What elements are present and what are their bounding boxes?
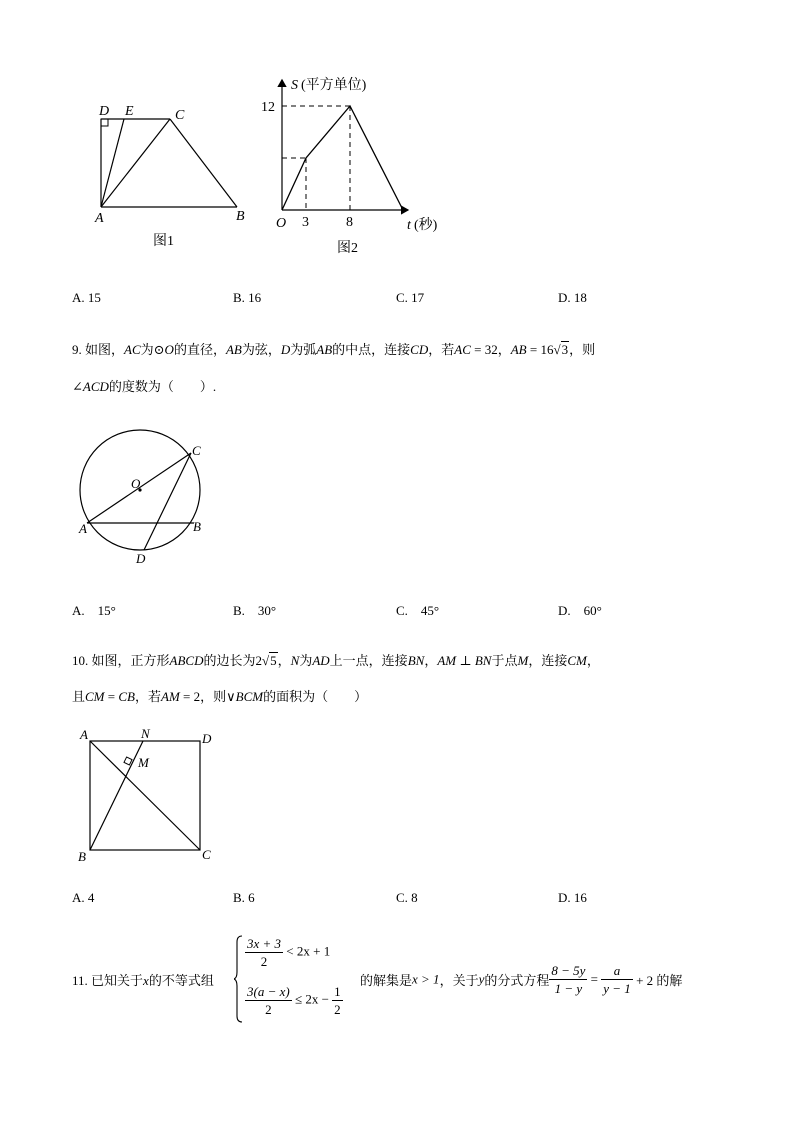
q10-line-1: 10. 如图，正方形ABCD的边长为2√5，N为AD上一点，连接BN，AM ⊥ BN于点M，连接CM， <box>72 653 600 668</box>
q9-label-B: B <box>193 519 201 534</box>
figure-2-caption: 图2 <box>337 241 358 256</box>
q9-line-2 <box>72 376 216 395</box>
q9-t6: 为弦， <box>241 342 281 357</box>
q9-t10: 的中点，连接 <box>332 342 411 357</box>
ineq1-num: 3x + 3 <box>247 936 282 951</box>
q10-p12: ， <box>424 653 438 668</box>
inequality-1 <box>245 935 330 970</box>
q10-sqrt5: 5 <box>270 653 277 668</box>
q10-label-C: C <box>202 847 211 862</box>
q8-option-c[interactable]: C. 17 <box>396 290 425 305</box>
q10-option-c[interactable]: C. 8 <box>396 890 418 905</box>
eq-f1-num: 8 − 5y <box>551 963 586 978</box>
half-num: 1 <box>334 984 341 999</box>
q10-r2: CM <box>85 689 105 704</box>
tick-8: 8 <box>346 215 353 230</box>
q10-p1: 10. 如图，正方形 <box>72 653 170 668</box>
ineq1-fraction <box>245 935 283 970</box>
q9-t11: CD <box>410 342 429 357</box>
q10-p19: CM <box>567 653 587 668</box>
tick-3: 3 <box>302 215 309 230</box>
q10-p13: AM <box>437 653 457 668</box>
q9-t3: O <box>164 342 174 357</box>
figure-1 <box>90 100 260 250</box>
q9-label-C: C <box>192 443 201 458</box>
q11-var-x: x <box>143 973 149 988</box>
right-angle-mark-M <box>124 757 132 765</box>
label-B: B <box>236 209 245 224</box>
eq-f2-den: y − 1 <box>603 981 631 996</box>
q9-option-a[interactable]: A. 15° <box>72 603 116 618</box>
ineq2-den: 2 <box>265 1002 272 1017</box>
q9-label-A: A <box>79 521 87 536</box>
q9-t16: = 16 <box>526 342 554 357</box>
segment-CD <box>144 453 191 550</box>
q9-t4: 的直径， <box>173 342 226 357</box>
q9-label-D: D <box>136 551 146 566</box>
q10-option-d[interactable]: D. 16 <box>558 890 587 905</box>
segment-AC <box>101 119 170 207</box>
x-axis-unit: (秒) <box>414 218 438 233</box>
label-E: E <box>125 104 134 119</box>
q10-r10: 的面积为（ ） <box>263 689 368 704</box>
q8-option-a[interactable]: A. 15 <box>72 290 101 305</box>
tick-12: 12 <box>261 100 275 115</box>
q9-label-O: O <box>131 476 141 491</box>
origin-label: O <box>276 216 287 231</box>
q10-label-N: N <box>141 726 150 741</box>
q9-angle-name: ACD <box>82 379 109 394</box>
eq-fraction-1 <box>549 962 587 997</box>
q10-p15: BN <box>474 653 492 668</box>
q10-line-2 <box>72 686 367 705</box>
q9-t14: = 32， <box>470 342 511 357</box>
q9-line-1: 9. 如图，AC为⊙O的直径，AB为弦，D为弧AB的中点，连接CD，若AC = 32，AB = 16√3，则 <box>72 342 596 357</box>
q9-t5: AB <box>225 342 242 357</box>
q11-b3: ，关于 <box>439 973 479 988</box>
q10-p3: 的边长为 <box>203 653 256 668</box>
q10-p17: M <box>517 653 529 668</box>
q10-r8: ∨ <box>226 689 236 704</box>
q9-t8: 为弧 <box>290 342 317 357</box>
q10-p11: BN <box>407 653 425 668</box>
angle-symbol: ∠ <box>72 379 83 394</box>
figure-1-caption: 图1 <box>153 234 174 249</box>
q9-option-c[interactable]: C. 45° <box>396 603 440 618</box>
q10-p14: ⊥ <box>456 653 475 668</box>
label-A: A <box>95 211 104 226</box>
q9-t15: AB <box>510 342 527 357</box>
q10-r9: BCM <box>235 689 264 704</box>
q10-p18: ，连接 <box>528 653 568 668</box>
label-C: C <box>175 108 185 123</box>
q9-option-b[interactable]: B. 30° <box>233 603 277 618</box>
figure-2 <box>255 72 455 262</box>
q10-label-A: A <box>80 727 88 742</box>
system-brace <box>234 934 244 1024</box>
ineq2-fraction <box>245 983 292 1018</box>
q10-r4: CB <box>118 689 135 704</box>
segment-AE <box>101 119 124 207</box>
segment-BN <box>90 741 143 850</box>
q10-figure <box>72 725 222 865</box>
label-D: D <box>99 104 110 119</box>
eq-f2-num: a <box>601 962 633 980</box>
q9-t7: D <box>280 342 291 357</box>
q10-p9: AD <box>312 653 330 668</box>
q11-b1: 的解集是 <box>360 973 413 988</box>
q10-p20: ， <box>586 653 600 668</box>
eq-f1-den: 1 − y <box>554 981 583 996</box>
q9-number: 9. 如图， <box>72 342 125 357</box>
q9-question-tail: 的度数为（ ）. <box>108 379 217 394</box>
q10-r7: = 2，则 <box>179 689 227 704</box>
ineq1-den: 2 <box>260 954 268 969</box>
ineq1-rest: < 2x + 1 <box>283 943 331 959</box>
q11-a3: 的不等式组 <box>148 973 214 988</box>
y-axis-label: S <box>291 78 298 93</box>
q10-r1: 且 <box>72 689 86 704</box>
right-angle-mark <box>101 119 108 126</box>
q9-t13: AC <box>454 342 471 357</box>
q9-t18: ，则 <box>569 342 596 357</box>
q10-p4: 2 <box>255 653 262 668</box>
q10-option-b[interactable]: B. 6 <box>233 890 255 905</box>
q10-r6: AM <box>161 689 180 704</box>
q9-sqrt3: 3 <box>561 342 569 357</box>
q11-solution-set: x > 1 <box>412 971 440 987</box>
segment-CB <box>170 119 237 207</box>
q10-p10: 上一点，连接 <box>329 653 408 668</box>
q10-p6: ， <box>277 653 291 668</box>
y-axis-unit: (平方单位) <box>301 78 367 93</box>
q10-label-D: D <box>202 731 212 746</box>
q10-r5: ，若 <box>134 689 161 704</box>
q9-t2: 为⊙ <box>140 342 165 357</box>
q8-option-b[interactable]: B. 16 <box>233 290 262 305</box>
q9-t1: AC <box>124 342 141 357</box>
q9-option-d[interactable]: D. 60° <box>558 603 602 618</box>
x-axis-label: t <box>407 218 411 233</box>
ineq2-num: 3(a − x) <box>247 984 290 999</box>
q10-p2: ABCD <box>169 653 204 668</box>
q9-t12: ，若 <box>428 342 455 357</box>
q9-figure <box>72 425 222 575</box>
q11-tail: + 2 的解 <box>632 973 683 988</box>
eq-sign: = <box>587 971 602 987</box>
inequality-2 <box>245 983 343 1018</box>
q11-a1: 11. 已知关于 <box>72 973 144 988</box>
q8-option-d[interactable]: D. 18 <box>558 290 587 305</box>
q10-label-B: B <box>78 849 86 864</box>
q10-p16: 于点 <box>491 653 518 668</box>
q11-intro <box>72 970 214 989</box>
half-den: 2 <box>334 1002 341 1017</box>
ineq2-mid: ≤ 2x − <box>291 991 333 1007</box>
ineq2-half <box>332 983 343 1018</box>
q10-p8: 为 <box>299 653 313 668</box>
q9-t9: AB <box>316 342 333 357</box>
q10-option-a[interactable]: A. 4 <box>72 890 95 905</box>
eq-fraction-2 <box>601 962 633 997</box>
q11-continuation <box>360 962 682 997</box>
q11-b5: 的分式方程 <box>484 973 550 988</box>
q10-p7: N <box>290 653 300 668</box>
q10-label-M: M <box>138 755 149 770</box>
q10-r3: = <box>104 689 119 704</box>
q11-var-y: y <box>478 971 485 987</box>
